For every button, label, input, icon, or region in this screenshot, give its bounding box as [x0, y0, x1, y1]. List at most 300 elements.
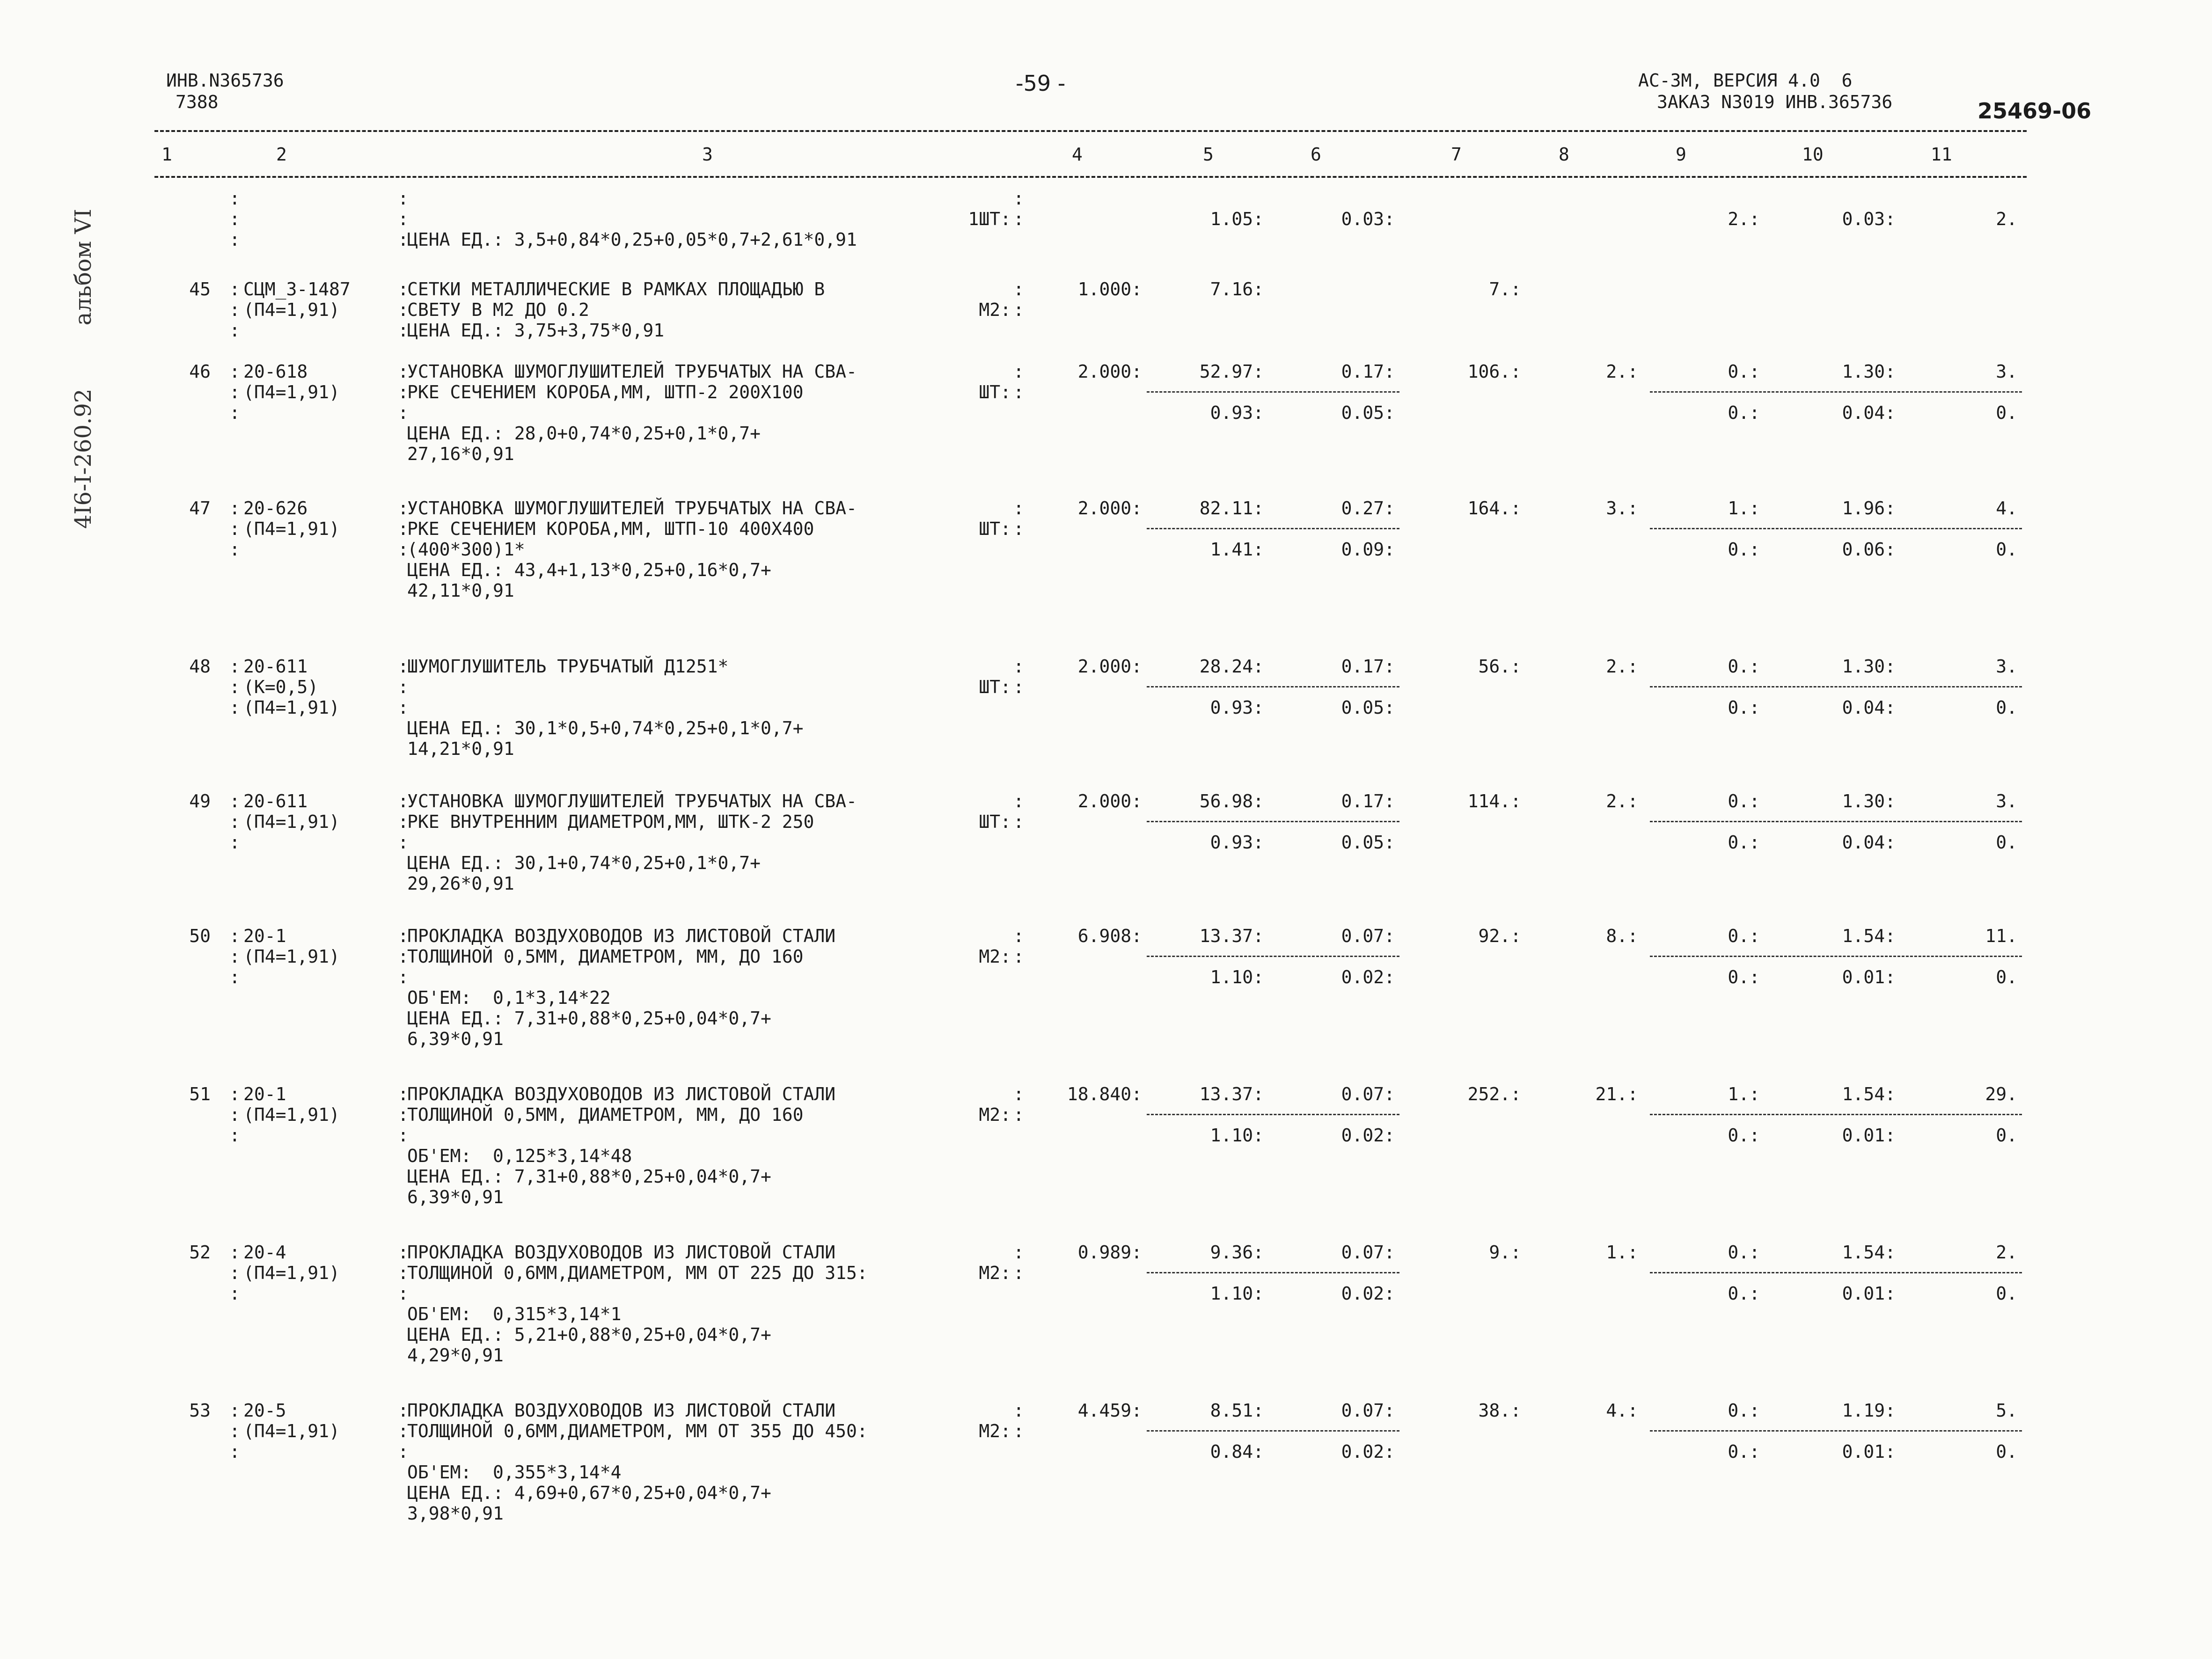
sub-rule — [1147, 528, 1399, 529]
column-separator: : — [398, 1441, 409, 1462]
work-description: ПРОКЛАДКА ВОЗДУХОВОДОВ ИЗ ЛИСТОВОЙ СТАЛИ — [407, 1400, 836, 1421]
column-separator: : — [229, 677, 240, 697]
quantity-value: 6.908: — [1077, 926, 1142, 946]
sub-value: 0. — [1996, 402, 2017, 423]
column-separator: : — [398, 361, 409, 382]
norm-code: 20-5 — [243, 1400, 286, 1421]
column-number: 8 — [1559, 144, 1569, 165]
column-separator: : — [229, 1400, 240, 1421]
item-number: 50 — [189, 926, 211, 946]
column-separator: : — [1013, 300, 1024, 320]
sub-rule — [1650, 956, 2022, 957]
work-description: РКЕ ВНУТРЕННИМ ДИАМЕТРОМ,ММ, ШТК-2 250 — [407, 811, 814, 832]
column-separator: : — [229, 519, 240, 539]
column-number: 3 — [702, 144, 713, 165]
norm-code: (П4=1,91) — [243, 519, 340, 539]
sub-rule — [1650, 686, 2022, 687]
work-description: ТОЛЩИНОЙ 0,5ММ, ДИАМЕТРОМ, ММ, ДО 160 — [407, 946, 804, 967]
column-separator: : — [229, 402, 240, 423]
column-separator: : — [229, 926, 240, 946]
work-description: ЦЕНА ЕД.: 30,1*0,5+0,74*0,25+0,1*0,7+ — [407, 718, 804, 738]
work-description: 42,11*0,91 — [407, 580, 514, 601]
column-separator: : — [398, 300, 409, 320]
sub-rule — [1650, 1114, 2022, 1115]
archive-stamp: 25469-06 — [1978, 98, 2092, 124]
column-separator: : — [229, 967, 240, 987]
column-separator: : — [229, 791, 240, 811]
work-description: ЦЕНА ЕД.: 3,75+3,75*0,91 — [407, 320, 665, 341]
sub-value: 0.01: — [1842, 1283, 1896, 1304]
column-separator: : — [229, 1421, 240, 1441]
work-description: УСТАНОВКА ШУМОГЛУШИТЕЛЕЙ ТРУБЧАТЫХ НА СВА- — [407, 498, 857, 519]
sub-value: 0.93: — [1210, 402, 1264, 423]
col6-value: 0.07: — [1341, 926, 1395, 946]
column-separator: : — [229, 320, 240, 341]
column-separator: : — [229, 361, 240, 382]
column-separator: : — [398, 1084, 409, 1104]
work-description: ТОЛЩИНОЙ 0,5ММ, ДИАМЕТРОМ, ММ, ДО 160 — [407, 1104, 804, 1125]
work-description: 14,21*0,91 — [407, 738, 514, 759]
item-number: 49 — [189, 791, 211, 811]
col8-value: 2.: — [1606, 656, 1638, 677]
sub-value: 1.10: — [1210, 1283, 1264, 1304]
norm-code: (П4=1,91) — [243, 1421, 340, 1441]
column-separator: : — [1013, 656, 1024, 677]
column-separator: : — [1013, 361, 1024, 382]
sub-value: 0.: — [1728, 1283, 1760, 1304]
column-separator: : — [229, 656, 240, 677]
col10-value: 1.54: — [1842, 1084, 1896, 1104]
sub-value: 0.02: — [1341, 1125, 1395, 1146]
work-description: ЦЕНА ЕД.: 3,5+0,84*0,25+0,05*0,7+2,61*0,91 — [407, 229, 857, 250]
work-description: ОБ'ЕМ: 0,315*3,14*1 — [407, 1304, 622, 1324]
col8-value: 2.: — [1606, 791, 1638, 811]
norm-code: 20-4 — [243, 1242, 286, 1263]
sub-value: 1.41: — [1210, 539, 1264, 560]
column-separator: : — [229, 300, 240, 320]
col11-value: 11. — [1985, 926, 2017, 946]
column-separator: : — [398, 320, 409, 341]
work-description: ЦЕНА ЕД.: 43,4+1,13*0,25+0,16*0,7+ — [407, 560, 771, 580]
header-rule-bottom — [154, 176, 2027, 178]
sub-value: 0.: — [1728, 967, 1760, 987]
col8-value: 2.: — [1606, 361, 1638, 382]
sub-rule — [1147, 686, 1399, 687]
col10-value: 1.30: — [1842, 361, 1896, 382]
quantity-value: 18.840: — [1067, 1084, 1142, 1104]
unit-cost-value: 1.05: — [1210, 209, 1264, 229]
norm-code: 20-1 — [243, 1084, 286, 1104]
column-separator: : — [398, 697, 409, 718]
column-separator: : — [229, 697, 240, 718]
col9-value: 0.: — [1728, 1400, 1760, 1421]
norm-code: 20-626 — [243, 498, 308, 519]
norm-code: (П4=1,91) — [243, 697, 340, 718]
col6-value: 0.27: — [1341, 498, 1395, 519]
total-cost-value: 7.: — [1489, 279, 1521, 300]
work-description: ОБ'ЕМ: 0,1*3,14*22 — [407, 987, 611, 1008]
code-left: 7388 — [176, 92, 219, 112]
col9-value: 1.: — [1728, 1084, 1760, 1104]
column-separator: : — [1013, 209, 1024, 229]
column-separator: : — [1013, 498, 1024, 519]
col11-value: 2. — [1996, 209, 2017, 229]
unit-cost-value: 13.37: — [1199, 926, 1264, 946]
sub-value: 0.: — [1728, 832, 1760, 853]
unit-cost-value: 8.51: — [1210, 1400, 1264, 1421]
item-number: 52 — [189, 1242, 211, 1263]
work-description: 29,26*0,91 — [407, 873, 514, 894]
column-separator: : — [398, 811, 409, 832]
program-version: АС-3М, ВЕРСИЯ 4.0 6 — [1638, 70, 1853, 91]
column-separator: : — [398, 677, 409, 697]
col11-value: 29. — [1985, 1084, 2017, 1104]
quantity-value: 2.000: — [1077, 791, 1142, 811]
column-separator: : — [1013, 926, 1024, 946]
norm-code: 20-611 — [243, 656, 308, 677]
column-separator: : — [229, 498, 240, 519]
item-number: 53 — [189, 1400, 211, 1421]
norm-code: 20-611 — [243, 791, 308, 811]
total-cost-value: 114.: — [1467, 791, 1521, 811]
col10-value: 1.30: — [1842, 791, 1896, 811]
norm-code: (К=0,5) — [243, 677, 319, 697]
quantity-value: 2.000: — [1077, 361, 1142, 382]
unit-of-measure: ШТ: — [979, 519, 1011, 539]
column-separator: : — [1013, 1242, 1024, 1263]
sub-value: 0.09: — [1341, 539, 1395, 560]
sub-value: 0.05: — [1341, 832, 1395, 853]
unit-of-measure: М2: — [979, 946, 1011, 967]
norm-code: (П4=1,91) — [243, 811, 340, 832]
sub-value: 0.: — [1728, 402, 1760, 423]
norm-code: (П4=1,91) — [243, 1263, 340, 1283]
column-separator: : — [1013, 811, 1024, 832]
work-description: 3,98*0,91 — [407, 1503, 504, 1524]
sub-rule — [1147, 821, 1399, 822]
unit-cost-value: 82.11: — [1199, 498, 1264, 519]
work-description: ЦЕНА ЕД.: 28,0+0,74*0,25+0,1*0,7+ — [407, 423, 761, 444]
unit-of-measure: ШТ: — [979, 382, 1011, 402]
col10-value: 1.30: — [1842, 656, 1896, 677]
header-rule-top — [154, 130, 2027, 132]
work-description: ПРОКЛАДКА ВОЗДУХОВОДОВ ИЗ ЛИСТОВОЙ СТАЛИ — [407, 1084, 836, 1104]
side-label — [70, 153, 96, 529]
col9-value: 0.: — [1728, 361, 1760, 382]
work-description: 6,39*0,91 — [407, 1029, 504, 1049]
col11-value: 5. — [1996, 1400, 2017, 1421]
norm-code: (П4=1,91) — [243, 1104, 340, 1125]
unit-of-measure: М2: — [979, 1263, 1011, 1283]
sub-value: 0.04: — [1842, 832, 1896, 853]
col9-value: 0.: — [1728, 656, 1760, 677]
sub-value: 0.01: — [1842, 967, 1896, 987]
col8-value: 3.: — [1606, 498, 1638, 519]
col6-value: 0.07: — [1341, 1084, 1395, 1104]
column-separator: : — [229, 1104, 240, 1125]
col6-value: 0.03: — [1341, 209, 1395, 229]
work-description: ЦЕНА ЕД.: 4,69+0,67*0,25+0,04*0,7+ — [407, 1483, 771, 1503]
col8-value: 21.: — [1595, 1084, 1638, 1104]
work-description: УСТАНОВКА ШУМОГЛУШИТЕЛЕЙ ТРУБЧАТЫХ НА СВА- — [407, 361, 857, 382]
column-separator: : — [229, 832, 240, 853]
work-description: УСТАНОВКА ШУМОГЛУШИТЕЛЕЙ ТРУБЧАТЫХ НА СВА- — [407, 791, 857, 811]
sub-value: 0.02: — [1341, 1441, 1395, 1462]
col9-value: 0.: — [1728, 926, 1760, 946]
order-number: ЗАКАЗ N3019 ИНВ.365736 — [1657, 92, 1893, 112]
column-separator: : — [229, 229, 240, 250]
norm-code: (П4=1,91) — [243, 382, 340, 402]
col8-value: 8.: — [1606, 926, 1638, 946]
unit-of-measure: ШТ: — [979, 677, 1011, 697]
sub-rule — [1650, 528, 2022, 529]
work-description: ЦЕНА ЕД.: 5,21+0,88*0,25+0,04*0,7+ — [407, 1324, 771, 1345]
column-separator: : — [398, 791, 409, 811]
unit-cost-value: 56.98: — [1199, 791, 1264, 811]
column-separator: : — [229, 279, 240, 300]
sub-value: 0. — [1996, 1283, 2017, 1304]
column-separator: : — [398, 1421, 409, 1441]
work-description: ТОЛЩИНОЙ 0,6ММ,ДИАМЕТРОМ, ММ ОТ 225 ДО 315: — [407, 1263, 868, 1283]
column-separator: : — [229, 1441, 240, 1462]
work-description: СВЕТУ В М2 ДО 0.2 — [407, 300, 589, 320]
column-separator: : — [229, 188, 240, 209]
sub-value: 0. — [1996, 1125, 2017, 1146]
col11-value: 2. — [1996, 1242, 2017, 1263]
column-separator: : — [229, 539, 240, 560]
col6-value: 0.17: — [1341, 791, 1395, 811]
work-description: 6,39*0,91 — [407, 1187, 504, 1207]
work-description: ШУМОГЛУШИТЕЛЬ ТРУБЧАТЫЙ Д1251* — [407, 656, 729, 677]
col10-value: 1.54: — [1842, 1242, 1896, 1263]
unit-cost-value: 7.16: — [1210, 279, 1264, 300]
column-separator: : — [229, 946, 240, 967]
sub-value: 0. — [1996, 832, 2017, 853]
column-number: 9 — [1676, 144, 1686, 165]
item-number: 46 — [189, 361, 211, 382]
column-separator: : — [229, 1283, 240, 1304]
column-separator: : — [1013, 519, 1024, 539]
sub-value: 1.10: — [1210, 1125, 1264, 1146]
work-description: 27,16*0,91 — [407, 444, 514, 464]
column-separator: : — [1013, 279, 1024, 300]
col11-value: 3. — [1996, 791, 2017, 811]
column-separator: : — [229, 1084, 240, 1104]
sub-rule — [1650, 391, 2022, 393]
column-separator: : — [1013, 188, 1024, 209]
col10-value: 1.19: — [1842, 1400, 1896, 1421]
column-separator: : — [229, 811, 240, 832]
sub-rule — [1650, 821, 2022, 822]
sub-rule — [1650, 1272, 2022, 1273]
sub-value: 0. — [1996, 539, 2017, 560]
work-description: ОБ'ЕМ: 0,125*3,14*48 — [407, 1146, 632, 1166]
sub-value: 0.01: — [1842, 1125, 1896, 1146]
work-description: ЦЕНА ЕД.: 7,31+0,88*0,25+0,04*0,7+ — [407, 1166, 771, 1187]
sub-value: 0.02: — [1341, 1283, 1395, 1304]
col8-value: 4.: — [1606, 1400, 1638, 1421]
column-separator: : — [398, 1242, 409, 1263]
column-separator: : — [398, 1104, 409, 1125]
work-description: 4,29*0,91 — [407, 1345, 504, 1366]
column-separator: : — [229, 382, 240, 402]
total-cost-value: 56.: — [1478, 656, 1521, 677]
column-separator: : — [1013, 791, 1024, 811]
sub-value: 0.: — [1728, 697, 1760, 718]
norm-code: 20-1 — [243, 926, 286, 946]
col6-value: 0.17: — [1341, 361, 1395, 382]
unit-of-measure: М2: — [979, 1421, 1011, 1441]
col9-value: 1.: — [1728, 498, 1760, 519]
sub-value: 0.02: — [1341, 967, 1395, 987]
sub-rule — [1147, 1272, 1399, 1273]
col9-value: 0.: — [1728, 1242, 1760, 1263]
col8-value: 1.: — [1606, 1242, 1638, 1263]
column-separator: : — [1013, 677, 1024, 697]
column-separator: : — [398, 1283, 409, 1304]
sub-value: 0.84: — [1210, 1441, 1264, 1462]
sub-value: 0. — [1996, 1441, 2017, 1462]
column-separator: : — [398, 832, 409, 853]
column-number: 10 — [1802, 144, 1824, 165]
sub-value: 0.01: — [1842, 1441, 1896, 1462]
col9-value: 0.: — [1728, 791, 1760, 811]
column-separator: : — [229, 1263, 240, 1283]
work-description: ОБ'ЕМ: 0,355*3,14*4 — [407, 1462, 622, 1483]
document-code: 4I6-I-260.92 — [70, 388, 96, 529]
unit-cost-value: 9.36: — [1210, 1242, 1264, 1263]
column-separator: : — [398, 926, 409, 946]
unit-cost-value: 13.37: — [1199, 1084, 1264, 1104]
unit-of-measure: 1ШТ: — [968, 209, 1011, 229]
column-separator: : — [398, 656, 409, 677]
total-cost-value: 38.: — [1478, 1400, 1521, 1421]
column-number: 5 — [1203, 144, 1214, 165]
quantity-value: 0.989: — [1077, 1242, 1142, 1263]
norm-code: СЦМ_3-1487 — [243, 279, 351, 300]
col6-value: 0.07: — [1341, 1242, 1395, 1263]
sub-rule — [1147, 956, 1399, 957]
col11-value: 3. — [1996, 656, 2017, 677]
norm-code: (П4=1,91) — [243, 946, 340, 967]
col6-value: 0.17: — [1341, 656, 1395, 677]
work-description: РКЕ СЕЧЕНИЕМ КОРОБА,ММ, ШТП-10 400Х400 — [407, 519, 814, 539]
unit-cost-value: 28.24: — [1199, 656, 1264, 677]
col10-value: 1.96: — [1842, 498, 1896, 519]
column-number: 2 — [276, 144, 287, 165]
total-cost-value: 106.: — [1467, 361, 1521, 382]
sub-value: 0.: — [1728, 539, 1760, 560]
norm-code: (П4=1,91) — [243, 300, 340, 320]
sub-value: 0.: — [1728, 1125, 1760, 1146]
work-description: ПРОКЛАДКА ВОЗДУХОВОДОВ ИЗ ЛИСТОВОЙ СТАЛИ — [407, 1242, 836, 1263]
total-cost-value: 9.: — [1489, 1242, 1521, 1263]
column-separator: : — [398, 946, 409, 967]
work-description: ЦЕНА ЕД.: 7,31+0,88*0,25+0,04*0,7+ — [407, 1008, 771, 1029]
column-number: 11 — [1931, 144, 1952, 165]
album-label: альбом VI — [70, 209, 96, 326]
sub-rule — [1650, 1430, 2022, 1432]
sub-value: 0.05: — [1341, 402, 1395, 423]
column-separator: : — [229, 209, 240, 229]
work-description: ТОЛЩИНОЙ 0,6ММ,ДИАМЕТРОМ, ММ ОТ 355 ДО 450: — [407, 1421, 868, 1441]
column-separator: : — [398, 519, 409, 539]
work-description: ЦЕНА ЕД.: 30,1+0,74*0,25+0,1*0,7+ — [407, 853, 761, 873]
quantity-value: 2.000: — [1077, 498, 1142, 519]
column-number: 4 — [1072, 144, 1083, 165]
sub-value: 0. — [1996, 967, 2017, 987]
column-separator: : — [398, 1125, 409, 1146]
sub-value: 0.04: — [1842, 402, 1896, 423]
column-number: 6 — [1311, 144, 1321, 165]
work-description: СЕТКИ МЕТАЛЛИЧЕСКИЕ В РАМКАХ ПЛОЩАДЬЮ В — [407, 279, 825, 300]
col10-value: 0.03: — [1842, 209, 1896, 229]
item-number: 48 — [189, 656, 211, 677]
column-separator: : — [398, 209, 409, 229]
sub-rule — [1147, 391, 1399, 393]
col6-value: 0.07: — [1341, 1400, 1395, 1421]
column-separator: : — [1013, 1084, 1024, 1104]
column-separator: : — [229, 1125, 240, 1146]
column-separator: : — [1013, 1400, 1024, 1421]
quantity-value: 1.000: — [1077, 279, 1142, 300]
col9-value: 2.: — [1728, 209, 1760, 229]
sub-value: 0.93: — [1210, 832, 1264, 853]
column-separator: : — [398, 229, 409, 250]
work-description: РКЕ СЕЧЕНИЕМ КОРОБА,ММ, ШТП-2 200Х100 — [407, 382, 804, 402]
column-separator: : — [1013, 1263, 1024, 1283]
quantity-value: 4.459: — [1077, 1400, 1142, 1421]
total-cost-value: 252.: — [1467, 1084, 1521, 1104]
column-separator: : — [1013, 382, 1024, 402]
unit-of-measure: М2: — [979, 1104, 1011, 1125]
work-description: (400*300)1* — [407, 539, 525, 560]
quantity-value: 2.000: — [1077, 656, 1142, 677]
column-separator: : — [398, 1400, 409, 1421]
unit-of-measure: ШТ: — [979, 811, 1011, 832]
column-separator: : — [398, 188, 409, 209]
unit-cost-value: 52.97: — [1199, 361, 1264, 382]
total-cost-value: 92.: — [1478, 926, 1521, 946]
column-separator: : — [398, 402, 409, 423]
sub-value: 0.04: — [1842, 697, 1896, 718]
col11-value: 3. — [1996, 361, 2017, 382]
item-number: 45 — [189, 279, 211, 300]
col10-value: 1.54: — [1842, 926, 1896, 946]
column-separator: : — [1013, 946, 1024, 967]
column-separator: : — [398, 279, 409, 300]
work-description: ПРОКЛАДКА ВОЗДУХОВОДОВ ИЗ ЛИСТОВОЙ СТАЛИ — [407, 926, 836, 946]
column-separator: : — [398, 539, 409, 560]
column-separator: : — [1013, 1104, 1024, 1125]
item-number: 51 — [189, 1084, 211, 1104]
column-separator: : — [398, 967, 409, 987]
column-separator: : — [1013, 1421, 1024, 1441]
sub-value: 0.93: — [1210, 697, 1264, 718]
sub-rule — [1147, 1114, 1399, 1115]
unit-of-measure: М2: — [979, 300, 1011, 320]
norm-code: 20-618 — [243, 361, 308, 382]
column-number: 1 — [161, 144, 172, 165]
total-cost-value: 164.: — [1467, 498, 1521, 519]
column-separator: : — [398, 382, 409, 402]
col11-value: 4. — [1996, 498, 2017, 519]
column-number: 7 — [1451, 144, 1462, 165]
item-number: 47 — [189, 498, 211, 519]
sub-value: 0.05: — [1341, 697, 1395, 718]
sub-value: 0. — [1996, 697, 2017, 718]
sub-value: 0.06: — [1842, 539, 1896, 560]
